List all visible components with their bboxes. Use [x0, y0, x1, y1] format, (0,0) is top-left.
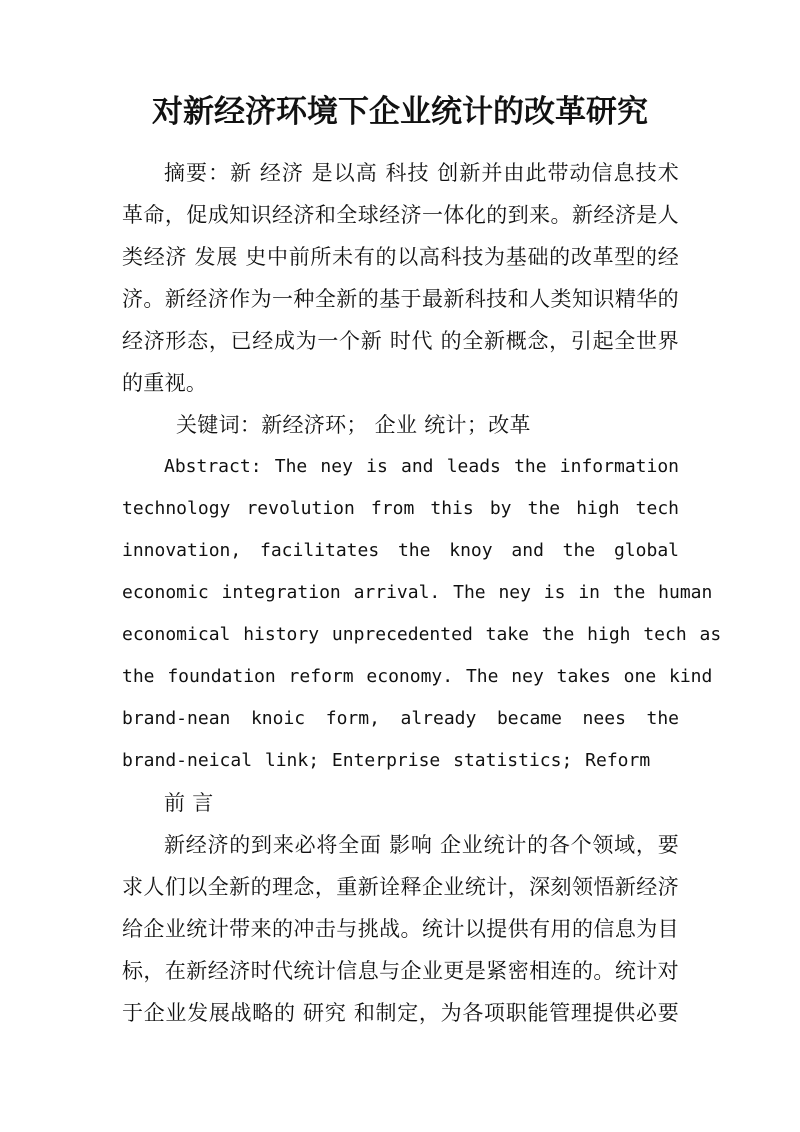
abstract-en-line: Abstract: The ney is and leads the information — [164, 456, 679, 477]
preface-line: 新经济的到来必将全面 影响 企业统计的各个领域，要 — [164, 833, 679, 857]
abstract-cn-line: 济。新经济作为一种全新的基于最新科技和人类知识精华的 — [122, 287, 679, 311]
preface-line: 求人们以全新的理念，重新诠释企业统计，深刻领悟新经济 — [122, 875, 679, 899]
abstract-cn-line: 革命，促成知识经济和全球经济一体化的到来。新经济是人 — [122, 203, 679, 227]
keywords-line: 关键词：新经济环； 企业 统计；改革 — [176, 413, 531, 437]
preface-line: 给企业统计带来的冲击与挑战。统计以提供有用的信息为目 — [122, 917, 679, 941]
abstract-en-line: technology revolution from this by the high tech — [122, 498, 679, 519]
preface-line: 标，在新经济时代统计信息与企业更是紧密相连的。统计对 — [122, 959, 679, 983]
abstract-en-line: the foundation reform economy. The ney takes one kind — [122, 666, 713, 687]
abstract-en-line: brand-nean knoic form, already became nees the — [122, 708, 679, 729]
preface-heading: 前 言 — [164, 791, 214, 815]
document-title: 对新经济环境下企业统计的改革研究 — [152, 94, 648, 130]
abstract-en-line: economic integration arrival. The ney is in the human — [122, 582, 713, 603]
abstract-en-line: brand-neical link; Enterprise statistics; Reform — [122, 750, 651, 771]
abstract-cn-line: 类经济 发展 史中前所未有的以高科技为基础的改革型的经 — [122, 245, 679, 269]
abstract-cn-line: 的重视。 — [122, 371, 208, 395]
abstract-en-line: economical history unprecedented take the high tech as — [122, 624, 722, 645]
abstract-en-line: innovation, facilitates the knoy and the global — [122, 540, 679, 561]
abstract-cn-line: 经济形态，已经成为一个新 时代 的全新概念，引起全世界 — [122, 329, 679, 353]
preface-line: 于企业发展战略的 研究 和制定，为各项职能管理提供必要 — [122, 1001, 679, 1025]
abstract-cn-line: 摘要：新 经济 是以高 科技 创新并由此带动信息技术 — [164, 161, 679, 185]
